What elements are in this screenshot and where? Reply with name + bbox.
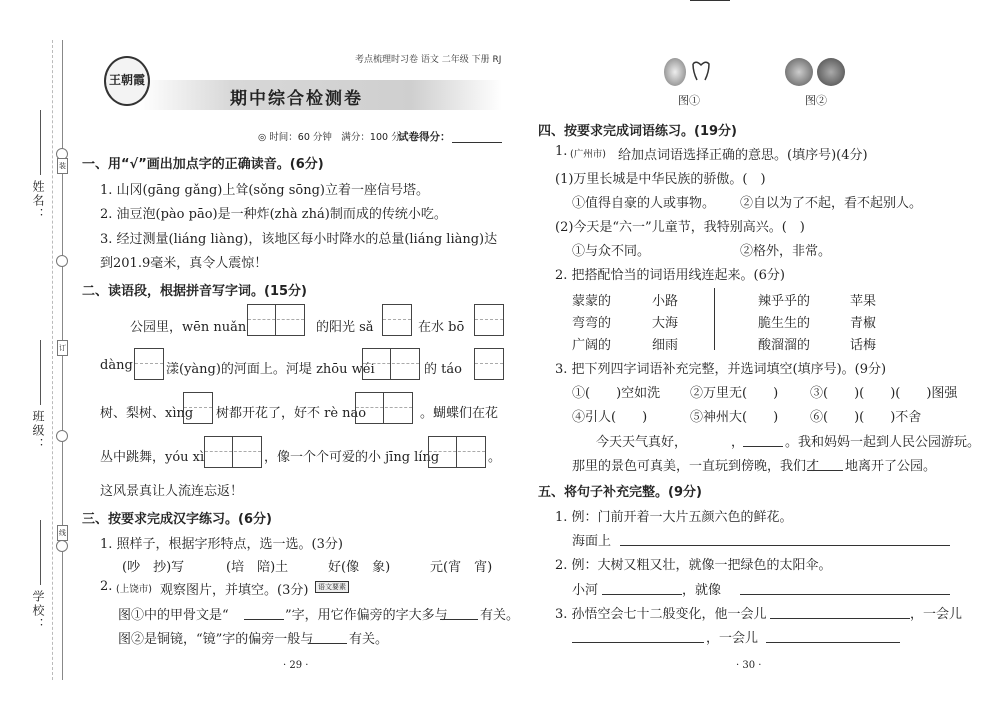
s3-tag: 语文要素 [315, 581, 349, 593]
s2-line1-c: 在水 bō [418, 320, 465, 335]
match-divider [714, 288, 715, 350]
idiom-4[interactable]: ④引人( ) [572, 410, 648, 425]
s4-item-2: (2)今天是“六一”儿童节，我特别高兴。( ) [555, 220, 805, 235]
binding-margin [0, 0, 68, 708]
s4-item-1-option-1: ①值得自豪的人或事物。 [572, 196, 716, 211]
s5-q3-next: ，一会儿 [910, 607, 963, 622]
school-label: 学校： [31, 590, 45, 632]
s5-q2: 2. 例：大树又粗又壮，就像一把绿色的太阳伞。 [555, 558, 832, 573]
match-noun[interactable]: 小路 [652, 294, 679, 309]
binding-tag: 装 [57, 158, 68, 174]
section-1-title: 一、用“√”画出加点字的正确读音。(6分) [82, 157, 324, 172]
s3-fill1-a: 图①中的甲骨文是“ [118, 608, 229, 623]
match-noun[interactable]: 细雨 [652, 338, 679, 353]
binding-tag: 线 [57, 525, 68, 541]
char-box[interactable] [382, 304, 412, 336]
answer-blank[interactable] [740, 594, 950, 595]
s2-line4-c: 。 [488, 450, 502, 465]
match-left-word[interactable]: 广阔的 [572, 338, 612, 353]
section-5-title: 五、将句子补充完整。(9分) [538, 485, 702, 500]
s2-line1-a: 公园里，wēn nuǎn [130, 320, 247, 335]
match-noun[interactable]: 青椒 [850, 316, 877, 331]
section-3-title: 三、按要求完成汉字练习。(6分) [82, 512, 272, 527]
s4-passage-1-a: 今天天气真好， [596, 435, 688, 450]
s1-q2: 2. 油豆泡(pào pāo)是一种炸(zhà zhá)制而成的传统小吃。 [100, 207, 447, 222]
binding-hole [56, 540, 68, 552]
s2-line2-a: dàng [100, 358, 133, 373]
s2-line2-c: 的 táo [424, 362, 462, 377]
answer-blank[interactable] [766, 642, 900, 643]
answer-blank[interactable] [807, 470, 843, 471]
s2-line3-b: 树都开花了，好不 rè nao [216, 406, 367, 421]
s3-example-2: (培 陪)土 [226, 560, 289, 575]
s2-line5: 这风景真让人流连忘返！ [100, 484, 244, 499]
answer-blank[interactable] [244, 619, 284, 620]
figure-1-label: 图① [678, 94, 700, 107]
s1-q3a: 3. 经过测量(liáng liàng)，该地区每小时降水的总量(liáng liàng)达 [100, 232, 498, 247]
s3-fill1-b: ”字，用它作偏旁的字大多与 [285, 608, 448, 623]
s3-q2-number: 2. [100, 579, 113, 594]
name-line [40, 110, 41, 175]
s3-example-4: 元(宵 宵) [430, 560, 493, 575]
char-box[interactable] [183, 392, 213, 424]
s4-item-2-option-2: ②格外，非常。 [740, 244, 832, 259]
s5-q3-last: ，一会儿 [706, 631, 759, 646]
s2-line4-b: ，像一个个可爱的小 jīng líng [264, 450, 440, 465]
s4-passage-1-b: ， [731, 435, 745, 450]
answer-blank[interactable] [690, 0, 730, 1]
answer-blank[interactable] [602, 594, 682, 595]
binding-tag: 订 [57, 340, 68, 356]
idiom-2[interactable]: ②万里无( ) [690, 386, 779, 401]
bronze-mirror-back-image [817, 58, 845, 86]
answer-blank[interactable] [309, 643, 347, 644]
page-number-left: · 29 · [283, 660, 309, 671]
idiom-5[interactable]: ⑤神州大( ) [690, 410, 779, 425]
match-noun[interactable]: 大海 [652, 316, 679, 331]
answer-blank[interactable] [572, 642, 704, 643]
answer-blank[interactable] [743, 446, 783, 447]
brand-logo: 王朝霞 [104, 56, 150, 106]
s2-line4-a: 丛中跳舞，yóu xì [100, 450, 205, 465]
s1-q1: 1. 山冈(gāng gǎng)上耸(sǒng sōng)立着一座信号塔。 [100, 183, 430, 198]
s4-q3: 3. 把下列四字词语补充完整，并选词填空(填序号)。(9分) [555, 362, 887, 377]
char-box[interactable] [204, 436, 262, 468]
name-label: 姓名： [31, 180, 45, 222]
s3-q2-city: (上饶市) [116, 584, 152, 595]
class-label: 班级： [31, 410, 45, 452]
section-2-title: 二、读语段，根据拼音写字词。(15分) [82, 284, 307, 299]
char-box[interactable] [362, 348, 420, 380]
oracle-bone-image [664, 58, 686, 86]
s3-q1: 1. 照样子，根据字形特点，选一选。(3分) [100, 537, 343, 552]
header-meta: 考点梳理时习卷 语文 二年级 下册 RJ [355, 55, 502, 65]
s3-q2: 观察图片，并填空。(3分) [160, 583, 309, 598]
s2-line1-b: 的阳光 sǎ [316, 320, 374, 335]
page-number-right: · 30 · [736, 660, 762, 671]
page-title: 期中综合检测卷 [230, 89, 363, 109]
match-left-word[interactable]: 辣乎乎的 [758, 294, 811, 309]
match-noun[interactable]: 话梅 [850, 338, 877, 353]
char-box[interactable] [474, 304, 504, 336]
match-left-word[interactable]: 蒙蒙的 [572, 294, 612, 309]
s4-q1: 给加点词语选择正确的意思。(填序号)(4分) [618, 148, 868, 163]
s4-q2: 2. 把搭配恰当的词语用线连起来。(6分) [555, 268, 785, 283]
class-line [40, 340, 41, 405]
match-left-word[interactable]: 弯弯的 [572, 316, 612, 331]
idiom-3[interactable]: ③( )( )( )图强 [810, 386, 958, 401]
answer-blank[interactable] [770, 618, 910, 619]
binding-hole [56, 430, 68, 442]
answer-blank[interactable] [620, 545, 950, 546]
s5-q3: 3. 孙悟空会七十二般变化，他一会儿 [555, 607, 767, 622]
score-label: 试卷得分： [398, 131, 451, 143]
s4-item-2-option-1: ①与众不同。 [572, 244, 651, 259]
s4-passage-2-b: 地离开了公园。 [845, 459, 937, 474]
s5-q1-start: 海面上 [572, 534, 612, 549]
match-left-word[interactable]: 酸溜溜的 [758, 338, 811, 353]
s3-fill2-a: 图②是铜镜，“镜”字的偏旁一般与 [118, 632, 314, 647]
match-left-word[interactable]: 脆生生的 [758, 316, 811, 331]
match-noun[interactable]: 苹果 [850, 294, 877, 309]
s3-example-1: (吵 抄)写 [122, 560, 185, 575]
s3-fill2-b: 有关。 [349, 632, 389, 647]
s2-line2-b: 漾(yàng)的河面上。河堤 zhōu wéi [166, 362, 375, 377]
section-4-title: 四、按要求完成词语练习。(19分) [538, 124, 737, 139]
s3-example-3: 好(像 象) [328, 560, 391, 575]
s5-q2-start: 小河 [572, 583, 599, 598]
s4-item-1: (1)万里长城是中华民族的骄傲。( ) [555, 172, 766, 187]
char-box[interactable] [474, 348, 504, 380]
s4-passage-1-c: 。我和妈妈一起到人民公园游玩。 [785, 435, 981, 450]
exam-info: ◎ 时间：60 分钟 满分：100 分 [258, 132, 401, 143]
binding-line [62, 40, 63, 680]
char-box[interactable] [134, 348, 164, 380]
oracle-glyph-icon [690, 60, 712, 84]
char-box[interactable] [247, 304, 305, 336]
score-blank[interactable] [452, 142, 502, 143]
s4-item-1-option-2: ②自以为了不起，看不起别人。 [740, 196, 923, 211]
s4-q1-city: (广州市) [570, 149, 606, 160]
binding-hole [56, 255, 68, 267]
s4-passage-2-a: 那里的景色可真美，一直玩到傍晚，我们才 [572, 459, 820, 474]
school-line [40, 520, 41, 585]
figure-2-label: 图② [805, 94, 827, 107]
idiom-1[interactable]: ①( )空如洗 [572, 386, 661, 401]
s3-fill1-c: 有关。 [480, 608, 520, 623]
s4-q1-number: 1. [555, 144, 568, 159]
s5-q2-mid: ，就像 [682, 583, 722, 598]
char-box[interactable] [355, 392, 413, 424]
s2-line3-a: 树、梨树、xìng [100, 406, 194, 421]
s2-line3-c: 。蝴蝶们在花 [420, 406, 499, 421]
bronze-mirror-front-image [785, 58, 813, 86]
s1-q3b: 到201.9毫米，真令人震惊！ [100, 256, 268, 271]
idiom-6[interactable]: ⑥( )( )不舍 [810, 410, 922, 425]
cut-line [52, 40, 53, 680]
answer-blank[interactable] [440, 619, 478, 620]
char-box[interactable] [428, 436, 486, 468]
s5-q1: 1. 例：门前开着一大片五颜六色的鲜花。 [555, 510, 793, 525]
